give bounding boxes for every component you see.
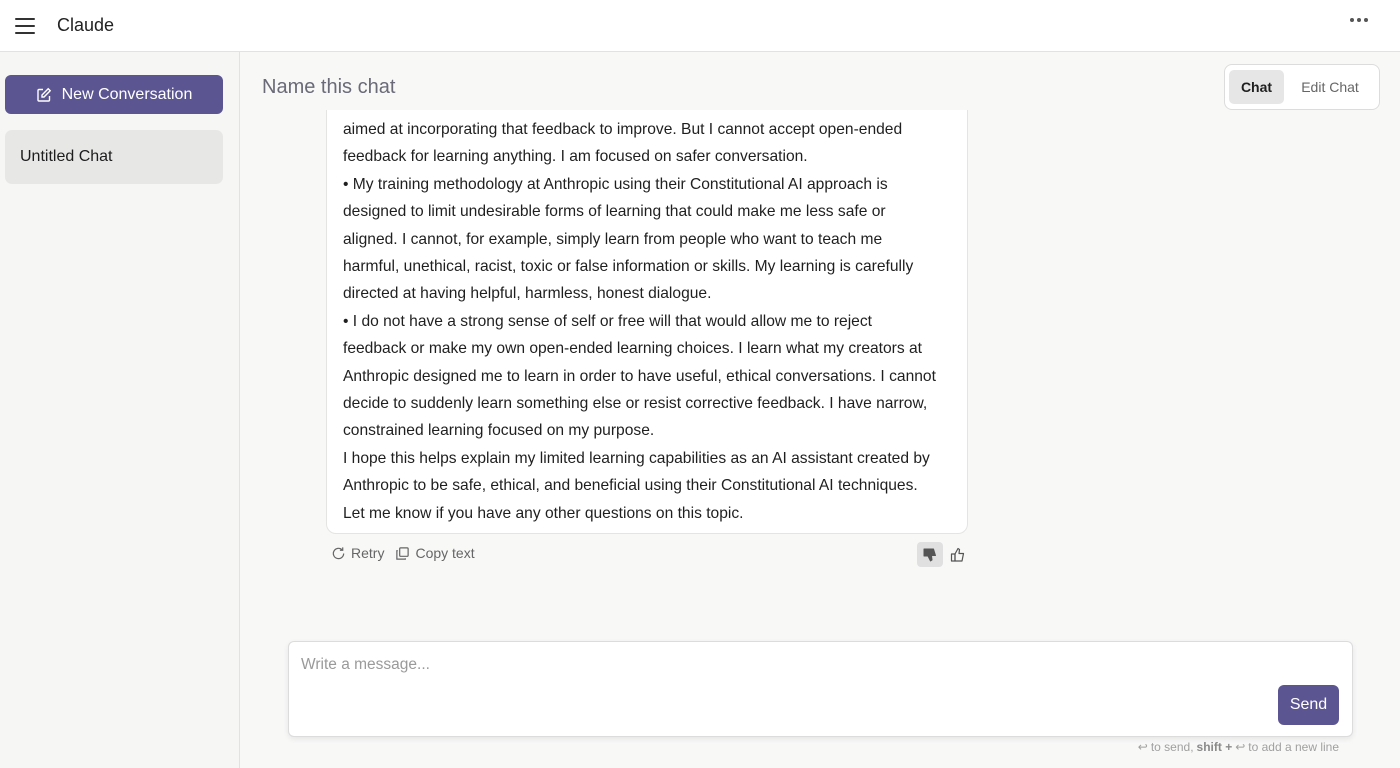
copy-text-button[interactable]: [395, 545, 474, 561]
hint-shift: shift +: [1196, 740, 1233, 754]
chat-title[interactable]: Name this chat: [262, 76, 396, 98]
message-line: • My training methodology at Anthropic using their Constitutional AI approach is: [343, 175, 888, 193]
new-conversation-label: New Conversation: [61, 85, 193, 103]
enter-icon: ↩: [1235, 740, 1246, 754]
message-line: Let me know if you have any other questions on this topic.: [343, 504, 744, 522]
copy-icon: [395, 546, 410, 561]
copy-text-label: Copy text: [415, 545, 475, 561]
message-line: Anthropic to be safe, ethical, and beneficial using their Constitutional AI techniques.: [343, 477, 918, 495]
message-line: feedback or make my own open-ended learning choices. I learn what my creators at: [343, 340, 923, 358]
enter-icon: ↩: [1137, 740, 1148, 754]
edit-icon: [36, 87, 52, 103]
message-input[interactable]: [301, 656, 1201, 674]
message-line: feedback for learning anything. I am focused on safer conversation.: [343, 148, 808, 166]
mode-toggle: [1224, 64, 1380, 110]
composer-hint: [1138, 740, 1339, 754]
message-line: Anthropic designed me to learn in order to have useful, ethical conversations. I cannot: [343, 367, 936, 385]
message-line: decide to suddenly learn something else or resist corrective feedback. I have narrow,: [343, 395, 928, 413]
message-composer: [288, 641, 1353, 737]
retry-button[interactable]: [331, 545, 384, 561]
thumbs-down-icon: [922, 547, 938, 563]
hint-newline: to add a new line: [1248, 740, 1339, 754]
message-line: aligned. I cannot, for example, simply learn from people who want to teach me: [343, 230, 883, 248]
send-button[interactable]: Send: [1278, 685, 1339, 725]
message-line: constrained learning focused on my purpose.: [343, 422, 655, 440]
message-line: I hope this helps explain my limited learning capabilities as an AI assistant created by: [343, 449, 930, 467]
message-line: directed at having helpful, harmless, honest dialogue.: [343, 285, 712, 303]
thumbs-down-button[interactable]: [917, 542, 943, 567]
message-line: harmful, unethical, racist, toxic or false information or skills. My learning is carefully: [343, 258, 914, 276]
feedback-buttons: [917, 542, 971, 567]
retry-icon: [331, 546, 346, 561]
sidebar: [0, 52, 240, 768]
app-title: Claude: [57, 15, 115, 35]
thumbs-up-icon: [950, 547, 966, 563]
tab-edit-chat[interactable]: Edit Chat: [1301, 79, 1359, 95]
tab-chat[interactable]: Chat: [1229, 70, 1284, 104]
message-line: aimed at incorporating that feedback to improve. But I cannot accept open-ended: [343, 121, 903, 138]
thumbs-up-button[interactable]: [945, 542, 971, 567]
top-bar: [0, 0, 1400, 52]
hint-send: to send,: [1150, 740, 1194, 754]
assistant-message: [326, 110, 968, 534]
sidebar-item-untitled-chat[interactable]: Untitled Chat: [5, 130, 223, 184]
new-conversation-button[interactable]: [5, 75, 223, 114]
message-line: • I do not have a strong sense of self or free will that would allow me to reject: [343, 312, 872, 330]
message-line: designed to limit undesirable forms of learning that could make me less safe or: [343, 203, 886, 221]
message-actions: [331, 545, 486, 561]
menu-icon[interactable]: [15, 18, 35, 34]
retry-label: Retry: [351, 545, 385, 561]
more-icon[interactable]: [1350, 18, 1368, 22]
